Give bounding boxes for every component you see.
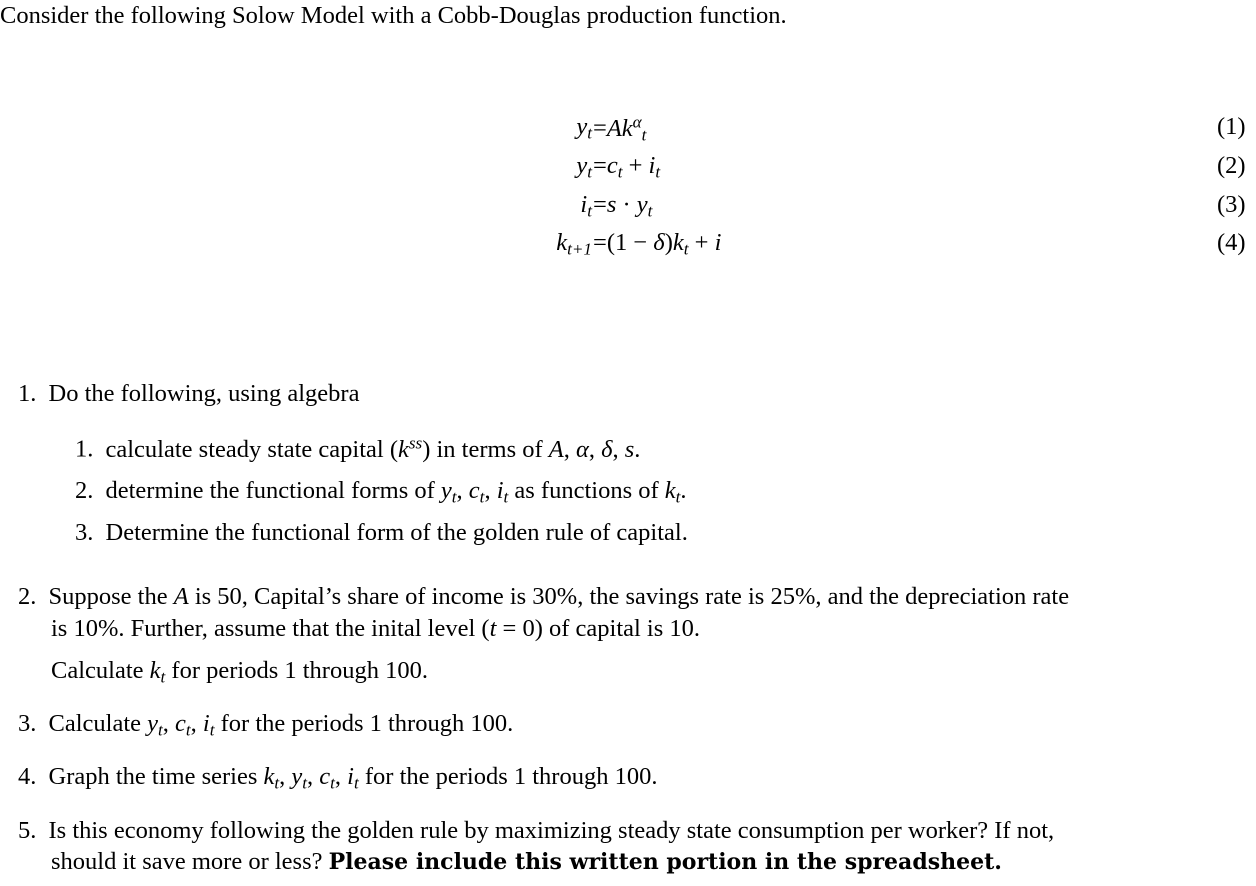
text-run [189,583,1069,610]
text: , [190,710,203,737]
text-run [496,615,700,642]
subscript: t [160,667,166,687]
text-run [634,436,640,463]
text: y [291,763,303,790]
text: y [576,113,588,140]
question-1-part-3 [75,519,688,547]
text: should it save more or less? [51,848,329,875]
text-run [51,615,490,642]
text-run [484,477,496,504]
text-run [51,657,150,684]
subscript: t [647,201,653,221]
text: = [593,114,607,142]
math-symbol [147,710,163,740]
question-text [51,615,700,643]
text-run [106,519,688,546]
text: Please include this written portion in the spreadsheet. [328,849,1002,875]
math-symbol [549,436,564,463]
text: , [456,477,469,504]
text: α [575,435,589,463]
text: , [334,763,348,790]
equation-number: (2) [1217,152,1246,179]
text: k [556,229,568,256]
text: i [202,710,210,737]
text: c [175,710,186,737]
text-run [49,380,360,407]
superscript: ss [408,433,423,452]
text: k [263,763,275,790]
question-text [105,433,641,463]
text: , [162,710,176,737]
text-run [49,763,264,790]
subscript: t [617,162,623,182]
math-symbol [291,763,308,793]
text-run [279,763,291,790]
text-run [680,477,686,504]
equation-lhs [576,152,592,180]
math-symbol [440,477,457,507]
text: , [484,477,497,504]
subscript: t [675,487,681,507]
subscript: t [353,773,359,793]
text: = [593,191,607,218]
text: for periods 1 through 100. [165,657,428,684]
text-run [589,436,601,463]
text: , [279,763,292,790]
list-number: 4. [18,763,37,790]
text-run [165,657,428,684]
text: c [319,763,331,790]
text-run [49,817,1055,844]
text: = [593,152,607,179]
text: y [576,152,588,179]
text-run [49,710,148,737]
text: ) in terms of [422,435,549,463]
text-run [593,191,607,218]
math-symbol [347,763,359,793]
math-symbol [468,477,485,507]
list-number: 1. [18,380,37,407]
text-run [106,436,398,463]
text: y [147,710,159,737]
intro-text [0,2,787,30]
text: A [548,435,564,463]
question-1 [18,380,359,408]
question-1-part-1 [75,434,640,464]
math-symbol [664,477,681,507]
math-symbol [175,710,191,740]
question-2 [18,583,1069,611]
text-run [49,583,174,610]
text: y [440,477,452,504]
math-symbol [607,191,617,218]
list-number: 2. [75,477,94,504]
equation-rhs [593,191,652,219]
subscript: t [479,487,485,507]
text-run [422,436,549,463]
equation-number: (1) [1217,113,1246,140]
equation-lhs [580,191,592,219]
text-run [593,229,653,256]
equation-number: (4) [1217,229,1246,256]
text: i [496,477,504,504]
math-symbol [636,191,653,221]
math-symbol [576,152,592,182]
equation-rhs [593,229,721,257]
math-symbol [397,433,423,463]
text: c [468,477,480,504]
text: =(1 − [593,229,654,256]
math-symbol [149,657,166,687]
text: i [580,191,588,218]
text: i [347,763,354,790]
equation-number: (3) [1217,191,1246,218]
subscript: t [209,720,215,740]
text-run [665,229,673,256]
subscript: t [451,487,457,507]
text: k [664,477,676,504]
text-run [613,436,625,463]
text: y [636,191,648,218]
text: Do the following, using algebra [48,380,360,407]
list-number: 5. [18,817,37,844]
text: k [397,435,409,463]
text-run [307,763,319,790]
subscript: t [683,239,689,259]
text: as functions of [508,477,665,504]
math-symbol [580,191,592,221]
text-run [215,710,514,737]
math-symbol [263,763,280,793]
superscript: α [632,112,642,131]
text-run [508,477,665,504]
subscript: t [274,773,280,793]
text: , [563,435,576,463]
subscript: t [158,720,163,740]
text: i [714,229,722,256]
math-symbol [601,436,612,463]
text-run [163,710,175,737]
question-text [51,848,1002,876]
list-number: 1. [75,435,94,463]
text-run [593,152,607,179]
text-run [51,848,329,875]
subscript: t [330,773,335,793]
list-number: 3. [75,519,94,546]
question-text [49,817,1055,844]
math-symbol [202,710,215,740]
text: c [606,152,618,179]
subscript: t+1 [567,239,592,259]
subscript: t [587,123,592,143]
math-symbol [319,763,335,793]
text: i [648,152,656,179]
math-symbol [625,436,635,463]
text: Calculate [48,710,148,737]
math-symbol [606,112,647,144]
subscript: t [587,162,592,182]
question-text [49,380,360,407]
question-text [106,519,688,546]
math-symbol [715,229,722,256]
text-run [359,763,658,790]
subscript: t [587,201,592,221]
text: Ak [606,114,633,142]
text: Suppose the [48,583,174,610]
text: A [173,583,189,610]
text: + [622,152,649,179]
subscript: t [185,720,191,740]
text: Determine the functional form of the golden rule of capital. [105,519,688,546]
text: , [588,435,602,463]
text: Is this economy following the golden rule by maximizing steady state consumption per worker? If not, [48,817,1055,844]
equation-rhs [593,152,660,180]
math-symbol [606,152,623,182]
text-run [457,477,469,504]
equation-lhs [556,229,592,257]
question-text [48,763,658,793]
math-symbol [174,583,189,610]
math-symbol [672,229,689,259]
text-run [106,477,441,504]
math-symbol [556,229,592,259]
text: t [489,615,497,642]
text: . [680,477,687,504]
question-text [51,657,428,685]
text: Graph the time series [48,763,264,790]
subscript: t [655,162,661,182]
text: calculate steady state capital ( [105,435,398,463]
text: , [612,435,625,463]
question-text [48,710,514,740]
math-symbol [648,152,661,182]
text: is 50, Capital’s share of income is 30%, the savings rate is 25%, and the depreciation rate [188,583,1070,610]
text: Calculate [51,657,150,684]
equation-lhs [576,113,592,141]
text: + [688,229,715,256]
text: s [606,191,617,218]
text-run [191,710,203,737]
text: · [616,191,637,218]
math-symbol [576,436,589,463]
text: , [307,763,320,790]
list-number: 2. [18,583,37,610]
text-run [0,2,787,29]
list-number: 3. [18,710,37,737]
text-run [564,436,576,463]
question-4 [18,763,657,791]
question-3 [18,710,513,738]
question-5 [18,817,1054,845]
subscript: t [302,773,308,793]
question-1-part-2 [75,477,687,505]
text: for the periods 1 through 100. [358,763,658,790]
text: ) [664,229,673,256]
subscript: t [503,487,509,507]
math-symbol [653,229,664,256]
text: k [672,229,684,256]
text: is 10%. Further, assume that the inital level ( [51,615,490,642]
equation-rhs [593,113,646,143]
math-symbol [496,477,509,507]
text: Consider the following Solow Model with a Cobb-Douglas production function. [0,2,787,29]
text: = 0) of capital is 10. [496,615,701,642]
text: s [624,435,635,463]
math-symbol [576,113,592,143]
text-run [335,763,347,790]
text: for the periods 1 through 100. [214,710,514,737]
subscript: t [641,124,647,144]
text: . [634,435,641,463]
text: k [149,657,161,684]
text-run [622,152,648,179]
text: δ [653,229,665,256]
text: δ [601,435,613,463]
question-text [105,477,687,507]
question-text [49,583,1070,610]
bold-text [329,849,1002,875]
text-run [616,191,636,218]
text: determine the functional forms of [105,477,441,504]
text-run [593,115,607,142]
text-run [689,229,715,256]
